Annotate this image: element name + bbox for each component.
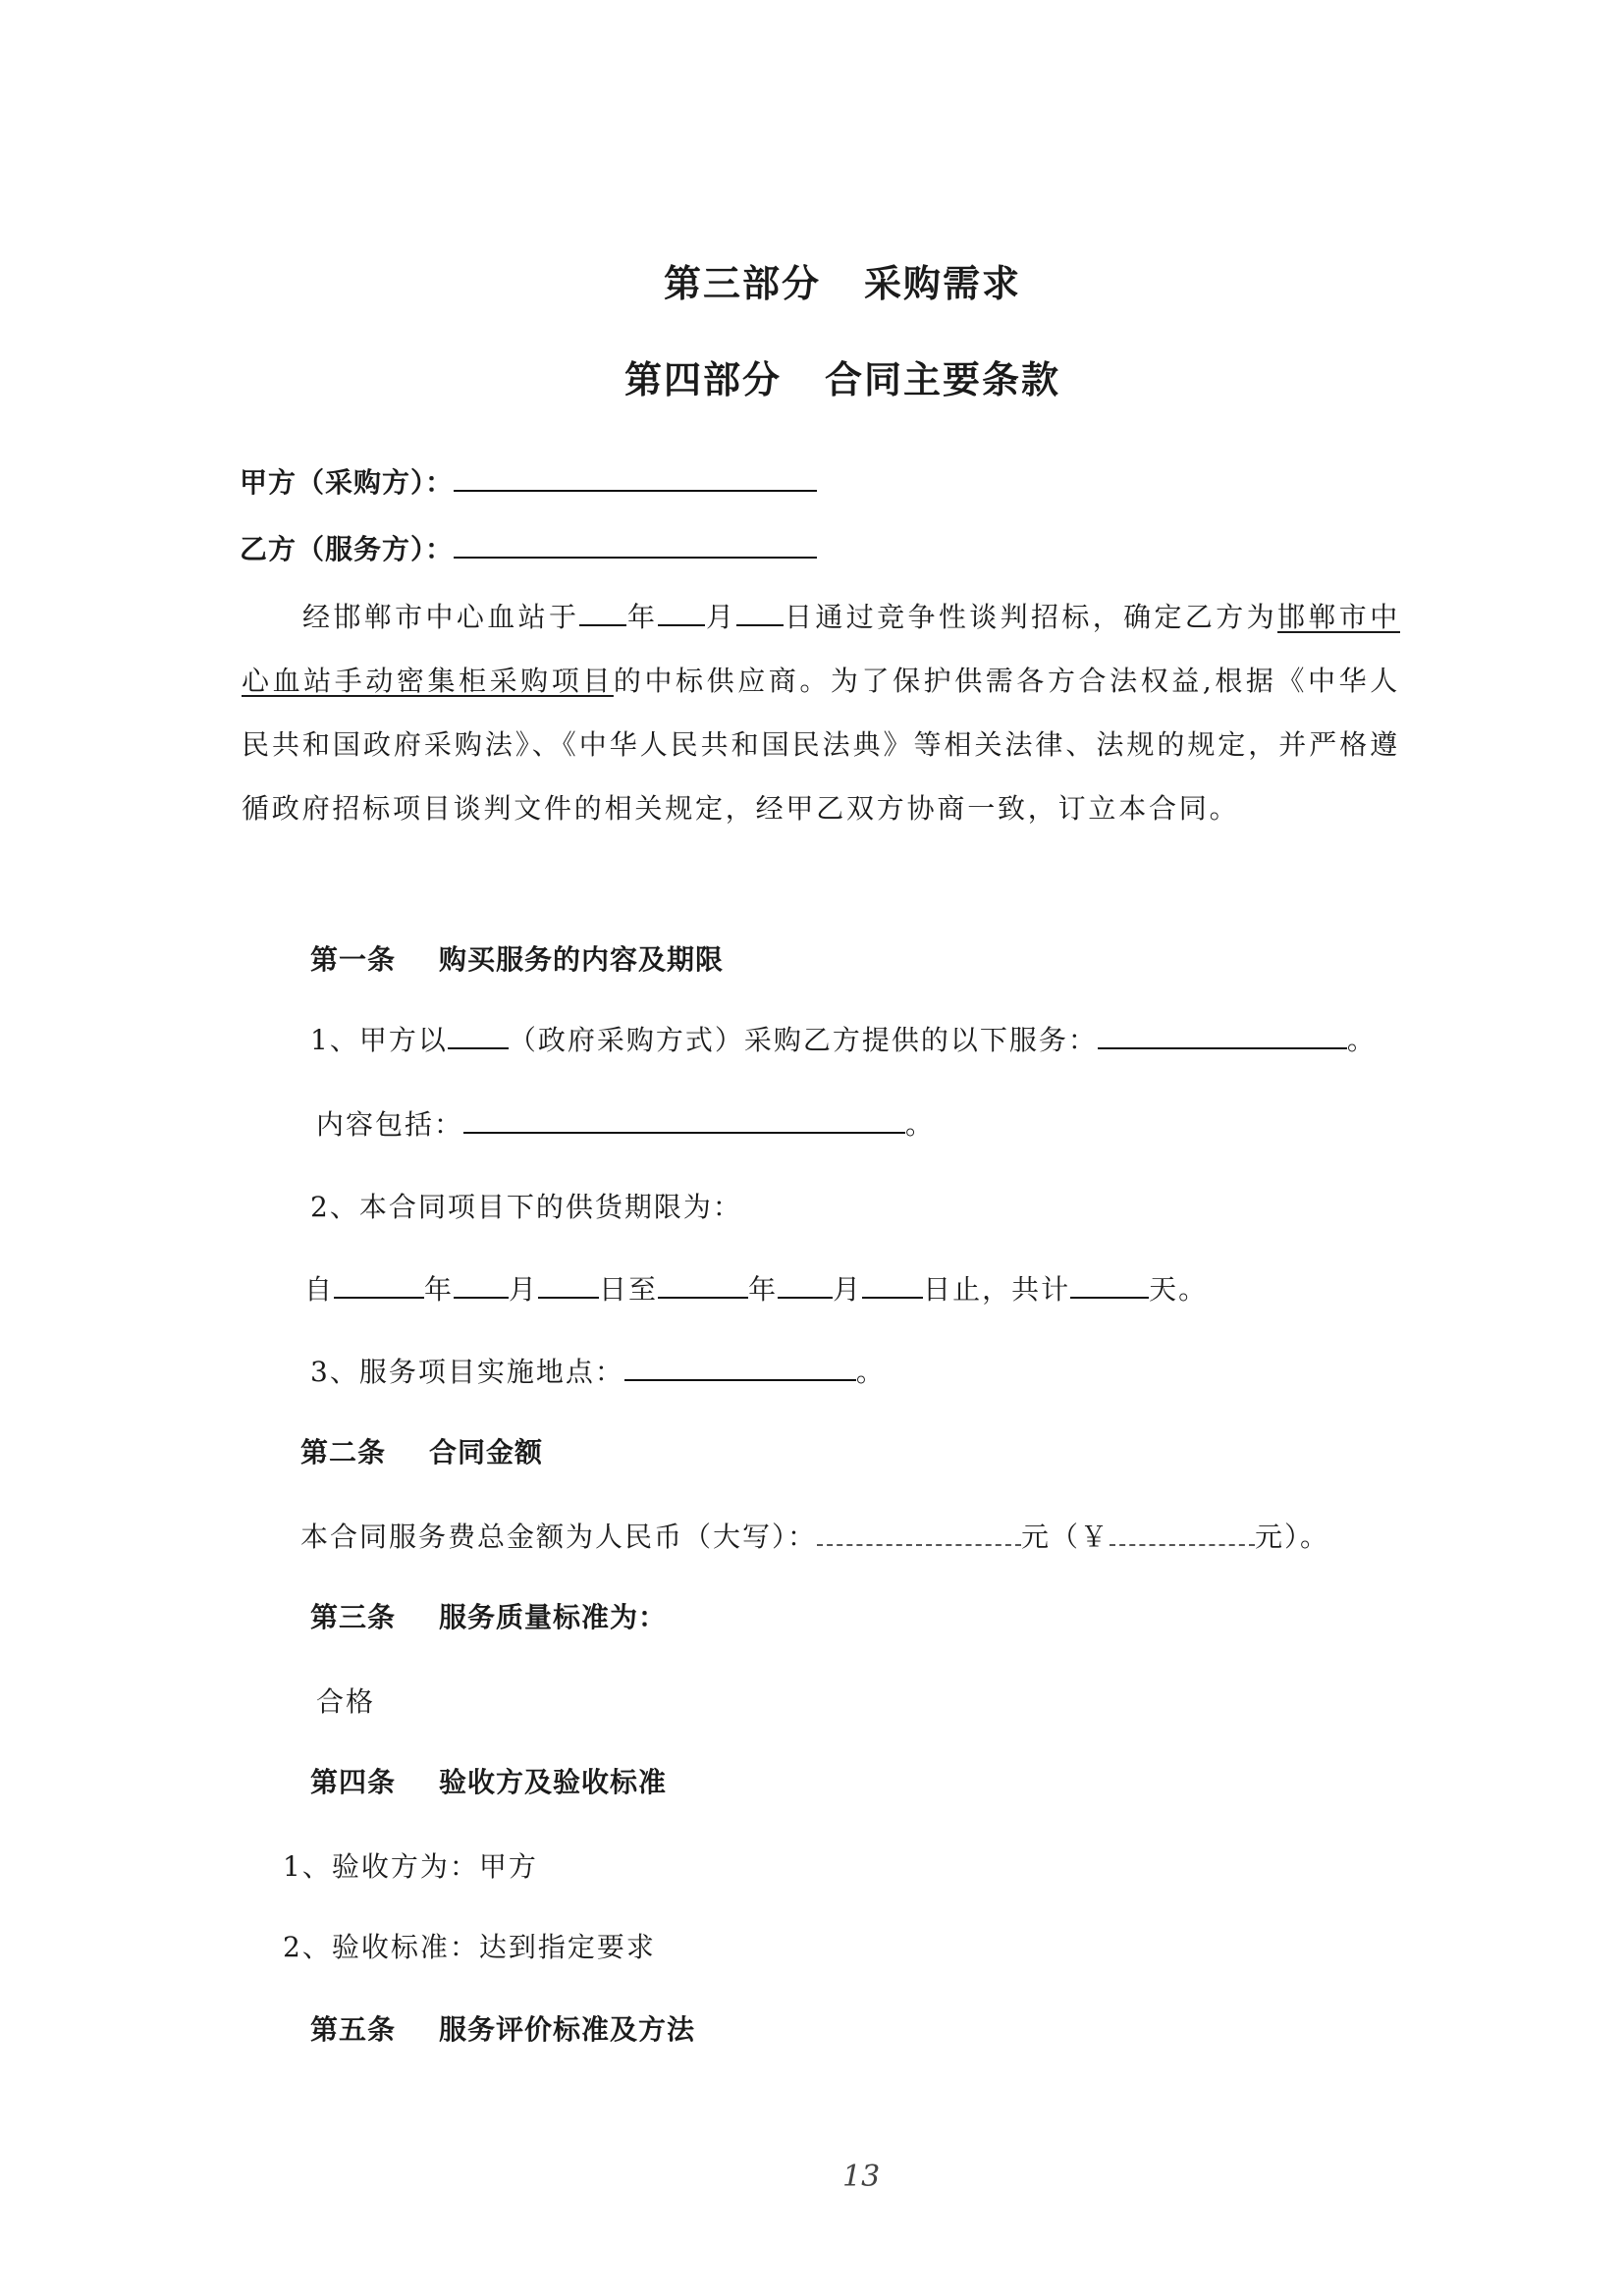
article1-item2: 2、本合同项目下的供货期限为： xyxy=(310,1191,742,1223)
article4-item1: 1、验收方为：甲方 xyxy=(283,1850,538,1883)
article2-heading: 第二条 合同金额 xyxy=(300,1436,544,1468)
part4-title: 第四部分 合同主要条款 xyxy=(624,358,1061,401)
project-name: 邯郸市中心血站手动密集柜采购项目 xyxy=(242,601,1400,697)
article1-item3: 3、服务项目实施地点： 。 xyxy=(310,1356,886,1388)
article1-heading: 第一条 购买服务的内容及期限 xyxy=(310,943,725,976)
article1-item1: 1、甲方以 （政府采购方式）采购乙方提供的以下服务： 。 xyxy=(310,1024,1377,1056)
article2-amount: 本合同服务费总金额为人民币（大写）： 元（￥ 元）。 xyxy=(300,1521,1330,1553)
page-number: 13 xyxy=(842,2160,881,2194)
article4-item2: 2、验收标准：达到指定要求 xyxy=(283,1931,656,1963)
party-b-blank xyxy=(454,556,817,559)
article1-content: 内容包括： 。 xyxy=(316,1108,936,1141)
article4-heading: 第四条 验收方及验收标准 xyxy=(310,1766,668,1798)
article1-period: 自 年 月 日至 年 月 日止，共计 天。 xyxy=(304,1273,1209,1306)
party-a-line: 甲方（采购方）： xyxy=(240,461,817,501)
article5-heading: 第五条 服务评价标准及方法 xyxy=(310,2013,696,2046)
article3-heading: 第三条 服务质量标准为： xyxy=(310,1601,668,1633)
party-b-line: 乙方（服务方）： xyxy=(240,528,817,567)
party-a-blank xyxy=(454,489,817,492)
intro-paragraph: 经邯郸市中心血站于 年 月 日通过竞争性谈判招标，确定乙方为邯郸市中心血站手动密集柜采购项目的中标供应商。为了保护供需各方合法权益,根据《中华人民共和国政府采购法》、《中华人民共和国民法典》等相关法律、法规的规定，并严格遵循政府招标项目谈判文件的相关规定，经甲乙双方协商一致，订立本合同。 xyxy=(242,601,1400,825)
part3-title: 第三部分 采购需求 xyxy=(664,262,1022,305)
article3-text: 合格 xyxy=(316,1685,376,1718)
